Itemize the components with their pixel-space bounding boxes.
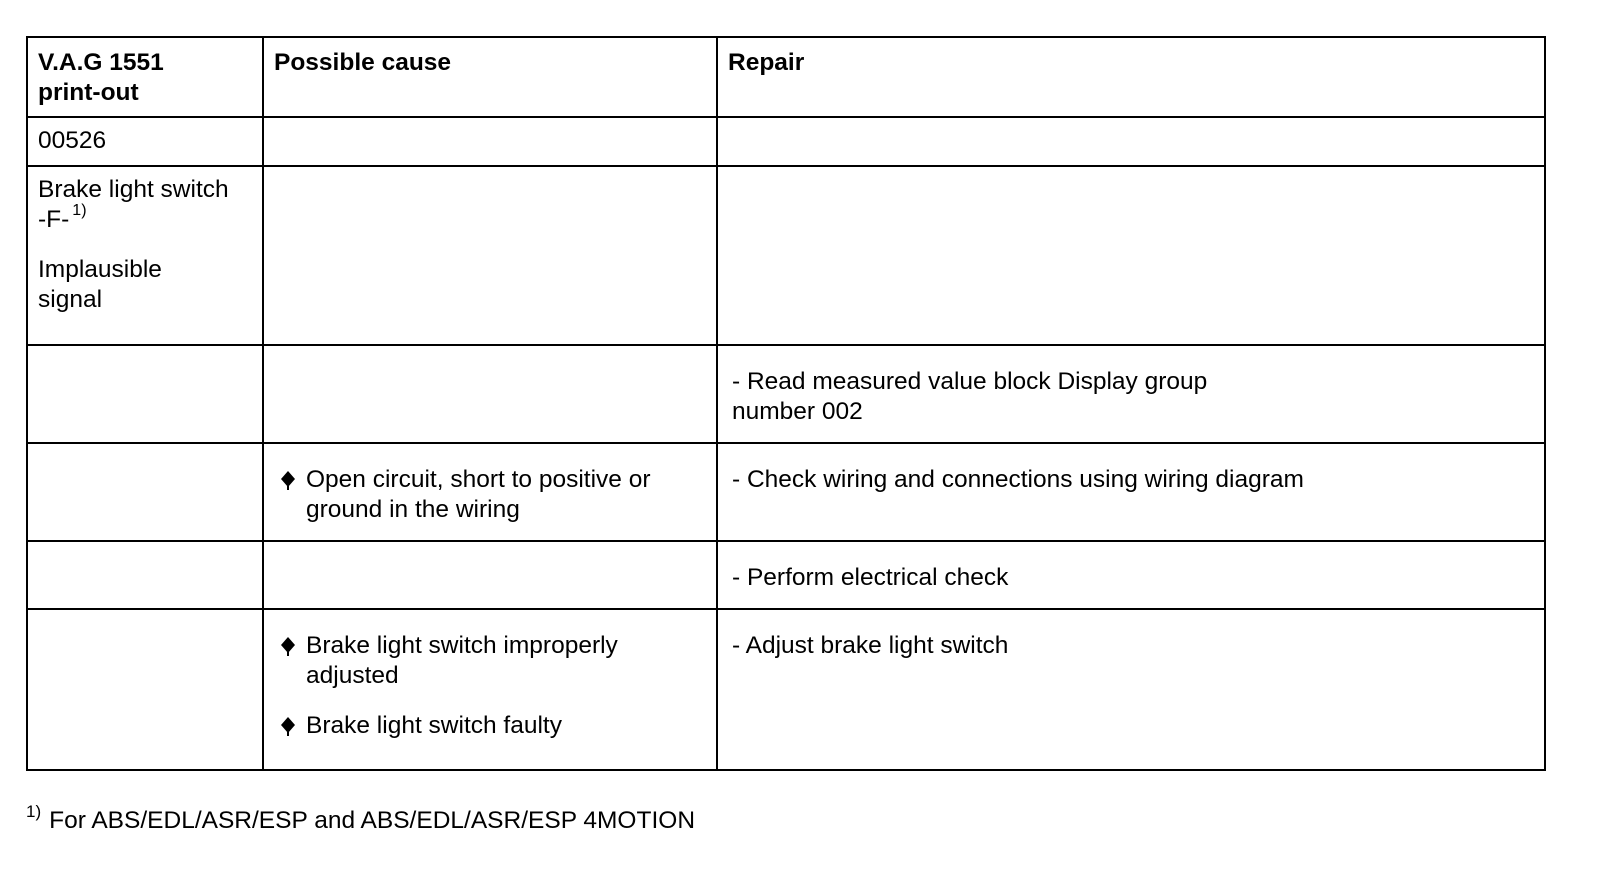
table-row bbox=[27, 541, 1545, 609]
empty-cell bbox=[27, 345, 263, 443]
spacer bbox=[38, 235, 254, 255]
fault-component-line1: Brake light switch bbox=[38, 176, 229, 203]
header-repair: Repair bbox=[717, 37, 1545, 117]
table-header-row bbox=[27, 37, 1545, 117]
header-possible-cause: Possible cause bbox=[263, 37, 717, 117]
repair-text: - Perform electrical check bbox=[732, 564, 1009, 591]
cause-list-item bbox=[278, 711, 708, 741]
fault-code-cell: 00526 bbox=[27, 117, 263, 166]
cause-cell bbox=[263, 541, 717, 609]
table-row bbox=[27, 345, 1545, 443]
diamond-bullet-icon bbox=[280, 716, 296, 736]
repair-cell bbox=[717, 345, 1545, 443]
table-row bbox=[27, 443, 1545, 541]
repair-text-line2: number 002 bbox=[732, 398, 863, 425]
cause-cell bbox=[263, 345, 717, 443]
empty-cell bbox=[717, 166, 1545, 345]
empty-cell bbox=[263, 117, 717, 166]
footnote-reference: 1) bbox=[72, 201, 87, 219]
table-row-fault-code bbox=[27, 117, 1545, 166]
table-row bbox=[27, 609, 1545, 770]
fault-symptom-line1: Implausible bbox=[38, 256, 162, 283]
empty-cell bbox=[27, 443, 263, 541]
repair-text: - Check wiring and connections using wiring diagram bbox=[732, 466, 1304, 493]
fault-symptom-line2: signal bbox=[38, 286, 103, 313]
empty-cell bbox=[263, 166, 717, 345]
header-printout-line2: print-out bbox=[38, 79, 139, 106]
footnote bbox=[26, 801, 696, 836]
cause-cell bbox=[263, 609, 717, 770]
diamond-bullet-icon bbox=[280, 636, 296, 656]
empty-cell bbox=[27, 609, 263, 770]
table-row-fault-description bbox=[27, 166, 1545, 345]
cause-list-item bbox=[278, 631, 708, 691]
repair-text-line1: - Read measured value block Display group bbox=[732, 368, 1208, 395]
footnote-text: For ABS/EDL/ASR/ESP and ABS/EDL/ASR/ESP 4MOTION bbox=[49, 807, 696, 834]
empty-cell bbox=[717, 117, 1545, 166]
repair-cell bbox=[717, 541, 1545, 609]
cause-cell bbox=[263, 443, 717, 541]
header-printout bbox=[27, 37, 263, 117]
repair-text: - Adjust brake light switch bbox=[732, 632, 1009, 659]
diamond-bullet-icon bbox=[280, 470, 296, 490]
fault-component-id: -F- bbox=[38, 206, 70, 233]
cause-text: Brake light switch faulty bbox=[306, 712, 562, 739]
cause-text-line2: ground in the wiring bbox=[306, 496, 520, 523]
repair-cell bbox=[717, 609, 1545, 770]
cause-list-item bbox=[278, 465, 708, 525]
header-printout-line1: V.A.G 1551 bbox=[38, 49, 164, 76]
footnote-marker: 1) bbox=[26, 801, 42, 821]
repair-cell bbox=[717, 443, 1545, 541]
cause-text-line2: adjusted bbox=[306, 662, 399, 689]
cause-text-line1: Brake light switch improperly bbox=[306, 632, 618, 659]
fault-component-line2 bbox=[38, 201, 254, 235]
cause-text-line1: Open circuit, short to positive or bbox=[306, 466, 651, 493]
fault-code-table bbox=[26, 36, 1546, 771]
fault-description-cell bbox=[27, 166, 263, 345]
empty-cell bbox=[27, 541, 263, 609]
